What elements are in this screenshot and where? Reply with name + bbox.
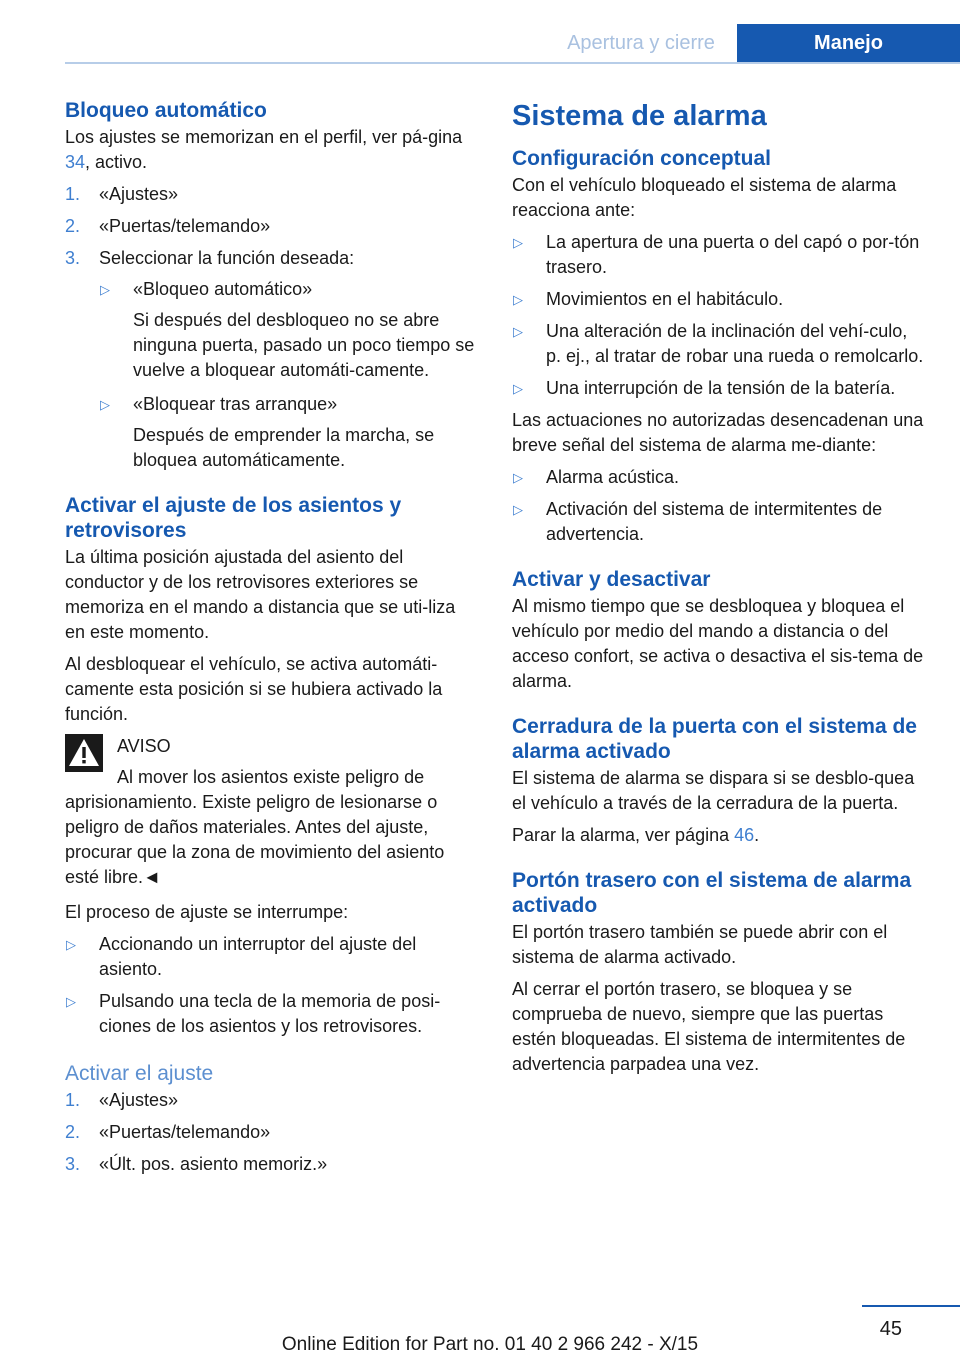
list-item: ▷ Pulsando una tecla de la memoria de posi-ciones de los asientos y los retrovisores. <box>66 991 441 1036</box>
section-title-configuracion: Configuración conceptual <box>512 147 772 170</box>
page-number: 45 <box>879 1318 902 1340</box>
header-divider <box>65 62 960 64</box>
step-item: 3. «Últ. pos. asiento memoriz.» <box>65 1154 328 1174</box>
page-link-34[interactable]: 34 <box>65 152 86 172</box>
step-item: 2. «Puertas/telemando» <box>65 216 271 236</box>
list-item: ▷ Una alteración de la inclinación del vehí-culo, p. ej., al tratar de robar una rueda o remolcarlo. <box>513 321 924 366</box>
step-item: 2. «Puertas/telemando» <box>65 1122 271 1142</box>
concept-p2: Las actuaciones no autorizadas desencadenan una breve señal del sistema de alarma me-diante: <box>512 410 924 455</box>
triangle-bullet-icon: ▷ <box>513 381 523 396</box>
interrupt-list <box>65 932 480 1039</box>
bloqueo-steps <box>65 182 480 473</box>
triangle-bullet-icon: ▷ <box>513 292 523 307</box>
triangle-bullet-icon: ▷ <box>513 470 523 485</box>
asientos-p1: La última posición ajustada del asiento del conductor y de los retrovisores exteriores se memoriza en el mando a distancia que se uti-liza en este momento. <box>65 547 456 642</box>
section-title-activar-ajuste: Activar el ajuste <box>65 1062 214 1085</box>
triangle-bullet-icon: ▷ <box>66 994 76 1009</box>
footer-edition: Online Edition for Part no. 01 40 2 966 242 - X/15 <box>281 1334 699 1355</box>
list-item: ▷ Movimientos en el habitáculo. <box>512 287 927 312</box>
section-title-cerradura: Cerradura de la puerta con el sistema de alarma activado <box>512 715 917 763</box>
list-item: ▷ Accionando un interruptor del ajuste del asiento. <box>66 934 417 979</box>
page-title: Sistema de alarma <box>512 100 767 132</box>
triangle-bullet-icon: ▷ <box>100 397 110 412</box>
triangle-bullet-icon: ▷ <box>513 235 523 250</box>
section-title-porton: Portón trasero con el sistema de alarma activado <box>512 869 912 917</box>
activate-text: Al mismo tiempo que se desbloquea y bloquea el vehículo por medio del mando a distancia o del acceso confort, se activa o desactiva el sis-tema de alarma. <box>512 596 924 691</box>
step-item: 1. «Ajustes» <box>65 184 179 204</box>
right-column <box>512 98 927 1084</box>
bloqueo-intro: Los ajustes se memorizan en el perfil, ver pá-gina 34, activo. <box>65 127 463 172</box>
warning-title: AVISO <box>117 736 171 756</box>
activar-steps <box>65 1088 480 1177</box>
signal-list <box>512 465 927 547</box>
list-item: ▷ Una interrupción de la tensión de la batería. <box>512 376 927 401</box>
footer-divider <box>862 1305 960 1307</box>
tab-manejo[interactable]: Manejo <box>737 24 960 62</box>
bloqueo-options <box>99 277 480 473</box>
warning-icon <box>65 734 103 772</box>
triangle-bullet-icon: ▷ <box>513 502 523 517</box>
concept-intro: Con el vehículo bloqueado el sistema de alarma reacciona ante: <box>512 175 897 220</box>
asientos-p2: Al desbloquear el vehículo, se activa automáti-camente esta posición si se hubiera activado la función. <box>65 654 443 724</box>
section-title-bloqueo: Bloqueo automático <box>65 99 267 122</box>
lock-stop: Parar la alarma, ver página 46. <box>512 825 760 845</box>
tab-apertura-y-cierre[interactable]: Apertura y cierre <box>567 32 715 54</box>
tailgate-p1: El portón trasero también se puede abrir con el sistema de alarma activado. <box>512 922 888 967</box>
interrupt-intro: El proceso de ajuste se interrumpe: <box>65 902 349 922</box>
lock-text: El sistema de alarma se dispara si se desblo-quea el vehículo a través de la cerradura de la puerta. <box>512 768 915 813</box>
section-title-activar-desactivar: Activar y desactivar <box>512 568 711 591</box>
warning-block <box>65 734 480 790</box>
concept-list <box>512 230 927 401</box>
list-item: ▷ La apertura de una puerta o del capó o por-tón trasero. <box>513 232 920 277</box>
warning-text: aprisionamiento. Existe peligro de lesionarse o peligro de daños materiales. Antes del ajuste, procurar que la zona de movimiento del asiento esté libre.◄ <box>65 792 445 887</box>
triangle-bullet-icon: ▷ <box>100 282 110 297</box>
step-item: 3. Seleccionar la función deseada: ▷ «Bloqueo automático» Si después del desbloqueo no se abre ninguna puerta, pasado un poco tiempo se vuelve a bloquear automáti-camente. ▷ «Bloquear tras arranque» Después de emprender la marcha, se bloquea automáticamente. <box>65 246 480 473</box>
page-link-46[interactable]: 46 <box>734 825 755 845</box>
triangle-bullet-icon: ▷ <box>513 324 523 339</box>
section-title-asientos: Activar el ajuste de los asientos y retrovisores <box>65 494 402 542</box>
option-item: ▷ «Bloquear tras arranque» Después de emprender la marcha, se bloquea automáticamente. <box>100 394 435 470</box>
left-column <box>65 98 480 1184</box>
list-item: ▷ Alarma acústica. <box>512 465 927 490</box>
list-item: ▷ Activación del sistema de intermitentes de advertencia. <box>513 499 883 544</box>
triangle-bullet-icon: ▷ <box>66 937 76 952</box>
step-item: 1. «Ajustes» <box>65 1090 179 1110</box>
option-item: ▷ «Bloqueo automático» Si después del desbloqueo no se abre ninguna puerta, pasado un poco tiempo se vuelve a bloquear automáti-camente. <box>100 279 475 380</box>
warning-text-first-line: Al mover los asientos existe peligro de <box>117 767 425 787</box>
tailgate-p2: Al cerrar el portón trasero, se bloquea y se comprueba de nuevo, siempre que las puertas estén bloqueadas. El sistema de intermitentes de advertencia parpadea una vez. <box>512 979 906 1074</box>
